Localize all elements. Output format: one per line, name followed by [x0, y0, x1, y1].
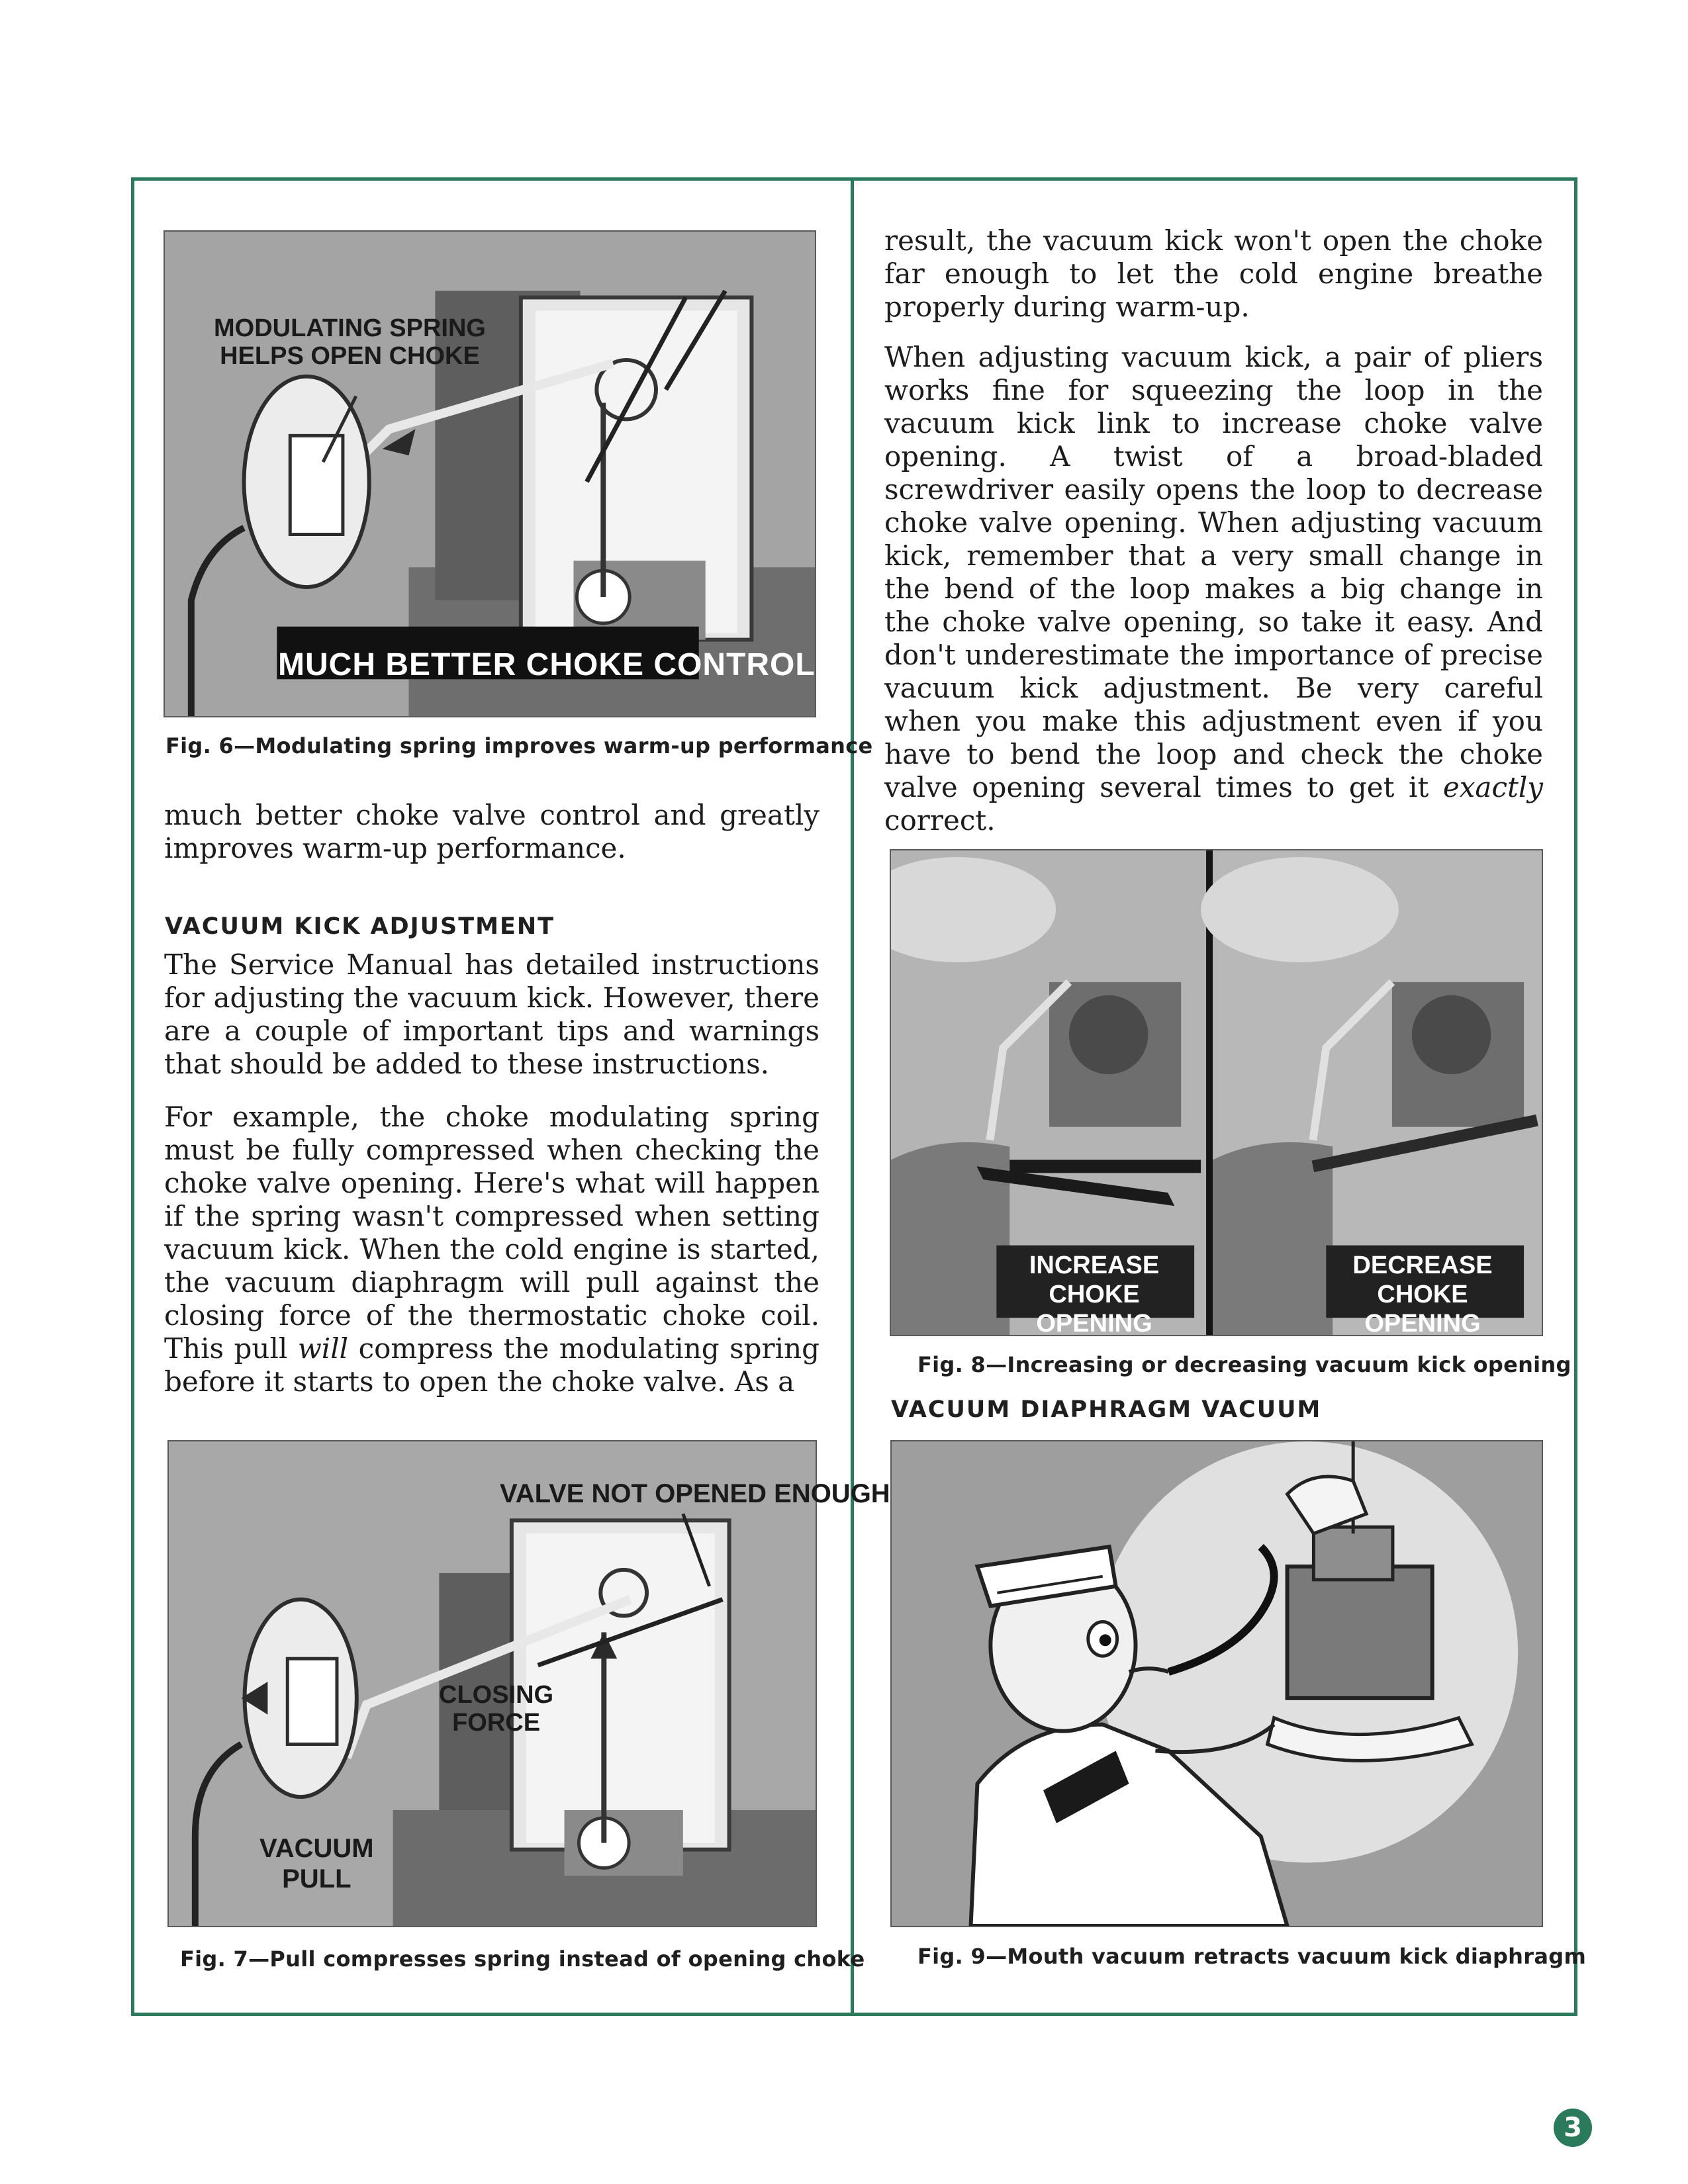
page-number-badge: 3: [1554, 2109, 1592, 2147]
right-para-1: result, the vacuum kick won't open the choke far enough to let the cold engine breathe properly during warm-up.: [884, 224, 1543, 323]
fig9-caption: Fig. 9—Mouth vacuum retracts vacuum kick diaphragm: [917, 1944, 1587, 1969]
right-para-2: When adjusting vacuum kick, a pair of pliers works fine for squeezing the loop in the vacuum kick link to increase choke valve opening. A twist of a broad-bladed screwdriver easily opens the loop to decrease choke valve opening. When adjusting vacuum kick, remember that a very small change in the bend of the loop makes a big change in the choke valve opening, so take it easy. And don't underestimate the importance of precise vacuum kick adjustment. Be very careful when you make this adjustment even if you have to bend the loop and check the choke valve opening several times to get it exactly correct.: [884, 341, 1544, 837]
fig6-caption: Fig. 6—Modulating spring improves warm-up performance: [165, 733, 873, 758]
fig7-label-valve: VALVE NOT OPENED ENOUGH: [500, 1479, 890, 1508]
fig7-label-vacuum: VACUUM PULL: [259, 1834, 374, 1893]
fig6-banner: MUCH BETTER CHOKE CONTROL: [278, 647, 816, 682]
column-divider: [851, 177, 854, 2016]
fig6-label-spring: MODULATING SPRING HELPS OPEN CHOKE: [214, 314, 486, 370]
section-heading-vacuum-kick: VACUUM KICK ADJUSTMENT: [165, 913, 555, 940]
emphasis-exactly: exactly: [1442, 771, 1544, 803]
fig8-caption: Fig. 8—Increasing or decreasing vacuum kick opening: [917, 1352, 1571, 1377]
left-para-1: much better choke valve control and greatly improves warm-up performance.: [164, 799, 820, 864]
left-para-3: For example, the choke modulating spring must be fully compressed when checking the choke valve opening. Here's what will happen if the spring wasn't compressed when setting vacuum kick. When the cold engine is started, the vacuum diaphragm will pull against the closing force of the thermostatic choke coil. This pull will compress the modulating spring before it starts to open the choke valve. As a: [164, 1101, 820, 1398]
fig8-label-increase: INCREASE CHOKE OPENING: [1029, 1251, 1160, 1338]
fig9-illustration: [892, 1441, 1542, 1926]
fig7-label-closing: CLOSING FORCE: [439, 1681, 554, 1737]
section-heading-vacuum-diaphragm: VACUUM DIAPHRAGM VACUUM: [891, 1396, 1322, 1423]
fig6-image: [164, 230, 816, 717]
left-para-2: The Service Manual has detailed instructions for adjusting the vacuum kick. However, there are a couple of important tips and warnings that should be added to these instructions.: [164, 948, 820, 1080]
fig8-label-decrease: DECREASE CHOKE OPENING: [1352, 1251, 1493, 1338]
fig9-image: [890, 1440, 1543, 1927]
fig6-illustration: [165, 232, 815, 716]
emphasis-will: will: [297, 1332, 349, 1365]
fig7-caption: Fig. 7—Pull compresses spring instead of opening choke: [180, 1946, 865, 1972]
